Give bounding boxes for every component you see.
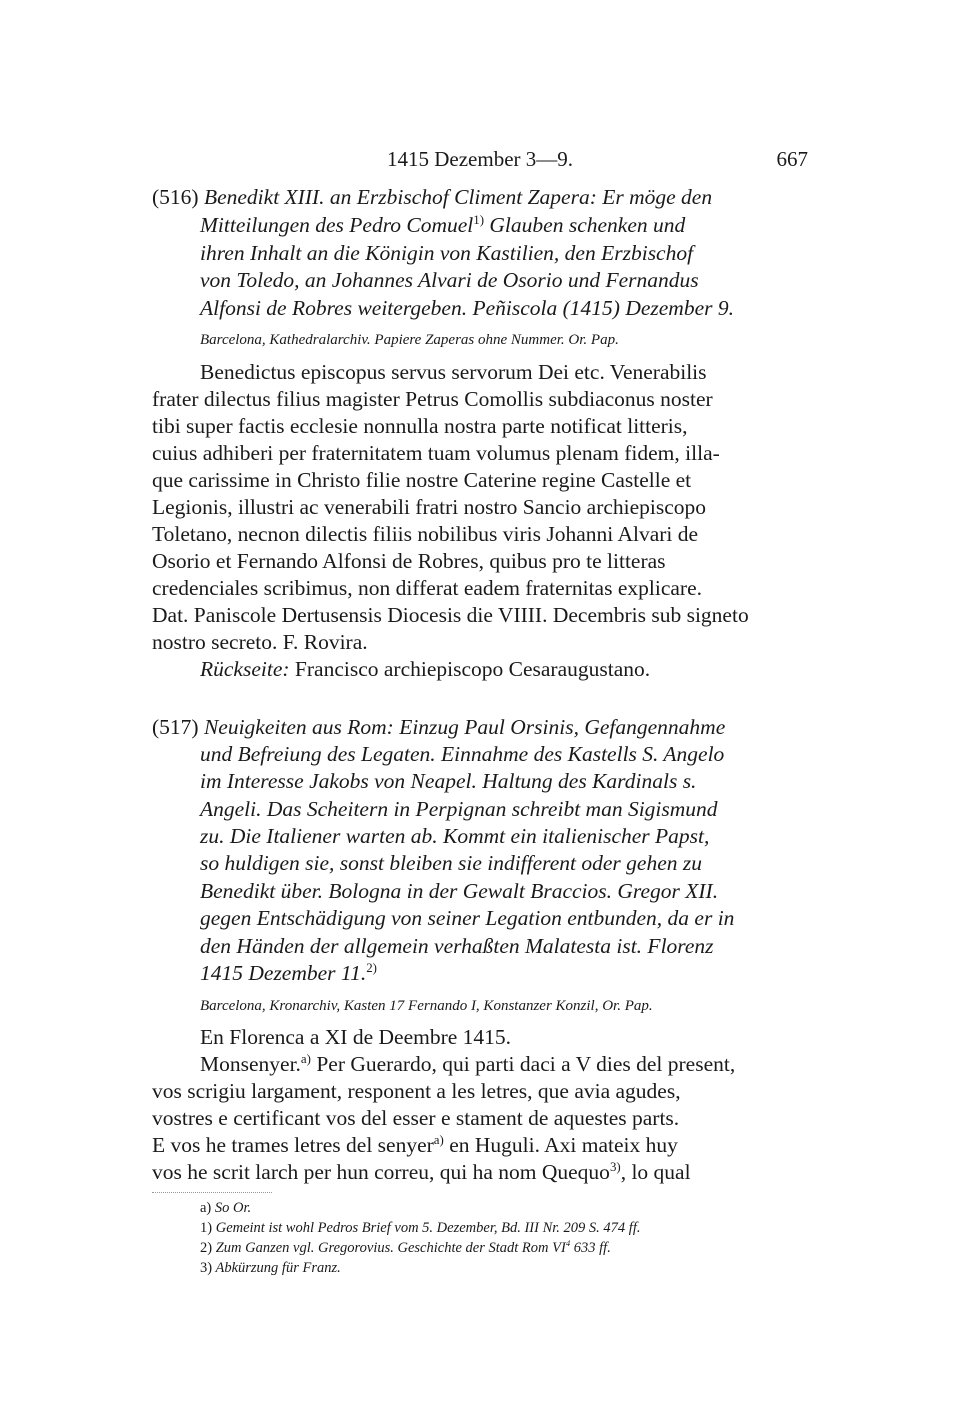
footnote: 2) Zum Ganzen vgl. Gregorovius. Geschichte der Stadt Rom $VI^4$ 633 ff. bbox=[200, 1238, 611, 1256]
footnote-ref: 3) bbox=[609, 1159, 621, 1174]
footnote-ref: 1) bbox=[473, 212, 485, 227]
footnote-mark: 2) bbox=[200, 1240, 213, 1256]
regest-line: von Toledo, an Johannes Alvari de Osorio und Fernandus bbox=[200, 268, 699, 292]
text-line: Benedictus episcopus servus servorum Dei etc. Venerabilis bbox=[200, 360, 707, 384]
regest-line: ihren Inhalt an die Königin von Kastilien, den Erzbischof bbox=[200, 241, 694, 265]
text-line: tibi super factis ecclesie nonnulla nostra parte notificat litteris, bbox=[152, 414, 688, 438]
regest-line: den Händen der allgemein verhaßten Malatesta ist. Florenz bbox=[200, 934, 714, 958]
regest-line: 1415 Dezember 11.$^{2)}$ bbox=[200, 960, 377, 985]
text-line: Dat. Paniscole Dertusensis Diocesis die VIIII. Decembris sub signeto bbox=[152, 603, 749, 627]
regest-line: so huldigen sie, sonst bleiben sie indifferent oder gehen zu bbox=[200, 851, 702, 875]
text-line: Legionis, illustri ac venerabili fratri nostro Sancio archiepiscopo bbox=[152, 495, 707, 519]
text-line: Osorio et Fernando Alfonsi de Robres, quibus pro te litteras bbox=[152, 549, 666, 573]
regest-line: gegen Entschädigung von seiner Legation entbunden, da er in bbox=[200, 906, 735, 930]
source-citation: Barcelona, Kronarchiv, Kasten 17 Fernando I, Konstanzer Konzil, Or. Pap. bbox=[200, 998, 653, 1014]
footnote-rule bbox=[152, 1192, 272, 1193]
regest-line: (517) Neuigkeiten aus Rom: Einzug Paul Orsinis, Gefangennahme bbox=[152, 715, 726, 739]
footnote: 1) Gemeint ist wohl Pedros Brief vom 5. Dezember, Bd. III Nr. 209 S. 474 ff. bbox=[200, 1220, 641, 1236]
dorsal-label: Rückseite: bbox=[200, 657, 290, 681]
text-line: E vos he trames letres del senyer$^{a)}$ en Huguli. Axi mateix huy bbox=[152, 1132, 678, 1157]
dorsal-note: Rückseite: Francisco archiepiscopo Cesaraugustano. bbox=[200, 657, 651, 681]
document-number: (516) bbox=[152, 185, 199, 209]
footnote: a) So Or. bbox=[200, 1200, 252, 1216]
regest-line: zu. Die Italiener warten ab. Kommt ein italienischer Papst, bbox=[200, 824, 710, 848]
regest-line: (516) Benedikt XIII. an Erzbischof Climent Zapera: Er möge den bbox=[152, 185, 713, 209]
footnote: 3) Abkürzung für Franz. bbox=[200, 1260, 341, 1276]
text-line: vos scrigiu largament, responent a les letres, que avia agudes, bbox=[152, 1079, 681, 1103]
text-line: frater dilectus filius magister Petrus Comollis subdiaconus noster bbox=[152, 387, 713, 411]
text-line: nostro secreto. F. Rovira. bbox=[152, 630, 368, 654]
footnote-ref: 2) bbox=[366, 960, 377, 975]
regest-line: und Befreiung des Legaten. Einnahme des Kastells S. Angelo bbox=[200, 742, 725, 766]
text-line: vostres e certificant vos del esser e stament de aquestes parts. bbox=[152, 1106, 680, 1130]
text-line: Toletano, necnon dilectis filiis nobilibus viris Johanni Alvari de bbox=[152, 522, 699, 546]
running-title: 1415 Dezember 3—9. bbox=[386, 147, 574, 171]
text-line: credenciales scribimus, non differat eadem fraternitas explicare. bbox=[152, 576, 702, 600]
page-header bbox=[152, 146, 808, 172]
regest-line: Mitteilungen des Pedro Comuel$^{1)}$ Glauben schenken und bbox=[200, 212, 686, 237]
text-line: cuius adhiberi per fraternitatem tuam volumus plenam fidem, illa- bbox=[152, 441, 720, 465]
footnote-ref: a) bbox=[433, 1132, 444, 1147]
text-line: Monsenyer.$^{a)}$ Per Guerardo, qui parti daci a V dies del present, bbox=[200, 1051, 736, 1076]
footnote-mark: 1) bbox=[200, 1220, 213, 1236]
document-number: (517) bbox=[152, 715, 199, 739]
regest-line: Angeli. Das Scheitern in Perpignan schreibt man Sigismund bbox=[200, 797, 718, 821]
regest-line: Benedikt über. Bologna in der Gewalt Braccios. Gregor XII. bbox=[200, 879, 719, 903]
footnote-mark: 3) bbox=[200, 1260, 213, 1276]
text-line: En Florenca a XI de Deembre 1415. bbox=[200, 1025, 512, 1049]
text-line: vos he scrit larch per hun correu, qui ha nom Quequo$^{3)}$, lo qual bbox=[152, 1159, 691, 1184]
regest-line: Alfonsi de Robres weitergeben. Peñiscola (1415) Dezember 9. bbox=[200, 296, 734, 320]
regest-line: im Interesse Jakobs von Neapel. Haltung des Kardinals s. bbox=[200, 769, 697, 793]
footnote-mark: a) bbox=[200, 1200, 212, 1216]
source-citation: Barcelona, Kathedralarchiv. Papiere Zaperas ohne Nummer. Or. Pap. bbox=[200, 332, 619, 348]
page-number: 667 bbox=[776, 147, 808, 171]
footnote-ref: a) bbox=[300, 1051, 311, 1066]
text-line: que carissime in Christo filie nostre Caterine regine Castelle et bbox=[152, 468, 692, 492]
